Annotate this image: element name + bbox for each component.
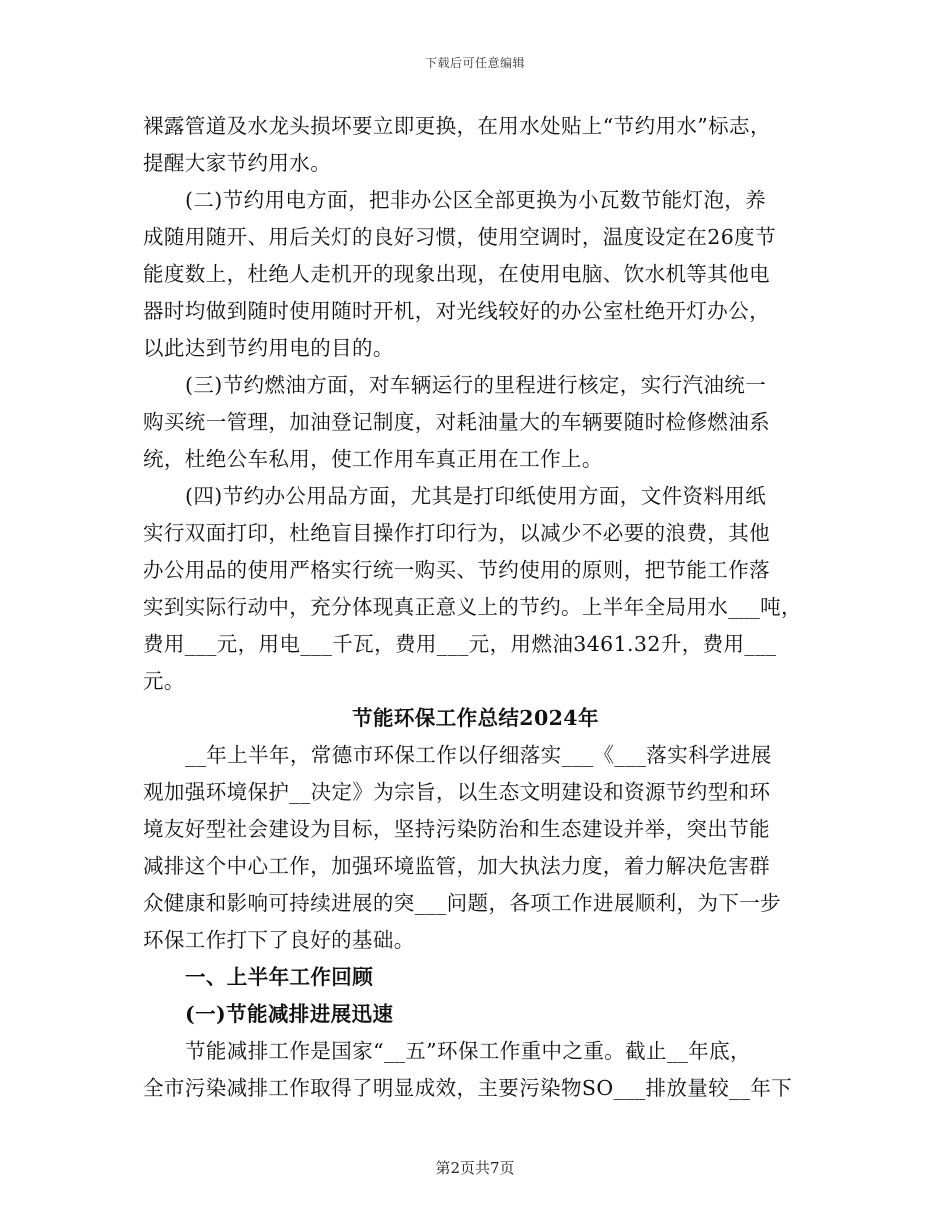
heading-level-1: 一、上半年工作回顾 (185, 965, 374, 989)
paragraph-line: 减排这个中心工作，加强环境监管，加大执法力度，着力解决危害群 (143, 854, 770, 878)
paragraph-line: 统，杜绝公车私用，使工作用车真正用在工作上。 (143, 447, 603, 471)
paragraph-line: (二)节约用电方面，把非办公区全部更换为小瓦数节能灯泡，养 (185, 188, 767, 212)
paragraph-line: 众健康和影响可持续进展的突___问题，各项工作进展顺利，为下一步 (143, 891, 782, 915)
paragraph-line: 购买统一管理，加油登记制度，对耗油量大的车辆要随时检修燃油系 (143, 410, 770, 434)
paragraph-line: 办公用品的使用严格实行统一购买、节约使用的原则，把节能工作落 (143, 558, 770, 582)
paragraph-line: 节能减排工作是国家“__五”环保工作重中之重。截止__年底， (185, 1039, 751, 1063)
paragraph-line: 费用___元，用电___千瓦，费用___元，用燃油3461.32升，费用___ (143, 632, 777, 656)
paragraph-line: 器时均做到随时使用随时开机，对光线较好的办公室杜绝开灯办公， (143, 299, 770, 323)
paragraph-line: 实到实际行动中，充分体现真正意义上的节约。上半年全局用水___吨， (143, 595, 802, 619)
page-header: 下载后可任意编辑 (424, 56, 525, 70)
paragraph-line: 以此达到节约用电的目的。 (143, 336, 394, 360)
paragraph-line: 实行双面打印，杜绝盲目操作打印行为，以减少不必要的浪费，其他 (143, 521, 770, 545)
section-title: 节能环保工作总结2024年 (352, 706, 599, 730)
paragraph-line: 成随用随开、用后关灯的良好习惯，使用空调时，温度设定在26度节 (143, 225, 776, 249)
paragraph-line: 能度数上，杜绝人走机开的现象出现，在使用电脑、饮水机等其他电 (143, 262, 770, 286)
paragraph-line: __年上半年，常德市环保工作以仔细落实___《___落实科学进展 (185, 743, 772, 767)
paragraph-line: 环保工作打下了良好的基础。 (143, 928, 415, 952)
paragraph-line: (三)节约燃油方面，对车辆运行的里程进行核定，实行汽油统一 (185, 373, 767, 397)
paragraph-line: (四)节约办公用品方面，尤其是打印纸使用方面，文件资料用纸 (185, 484, 767, 508)
paragraph-line: 裸露管道及水龙头损坏要立即更换，在用水处贴上“节约用水”标志， (143, 114, 771, 138)
heading-level-2: (一)节能减排进展迅速 (185, 1002, 394, 1026)
paragraph-line: 提醒大家节约用水。 (143, 151, 332, 175)
document-body (143, 108, 808, 1107)
paragraph-line: 观加强环境保护__决定》为宗旨，以生态文明建设和资源节约型和环 (143, 780, 771, 804)
paragraph-line: 境友好型社会建设为目标，坚持污染防治和生态建设并举，突出节能 (143, 817, 770, 841)
paragraph-line: 元。 (143, 669, 185, 693)
paragraph-line: 全市污染减排工作取得了明显成效，主要污染物SO___排放量较__年下 (143, 1076, 793, 1100)
page-footer: 第2页共7页 (435, 1159, 515, 1177)
